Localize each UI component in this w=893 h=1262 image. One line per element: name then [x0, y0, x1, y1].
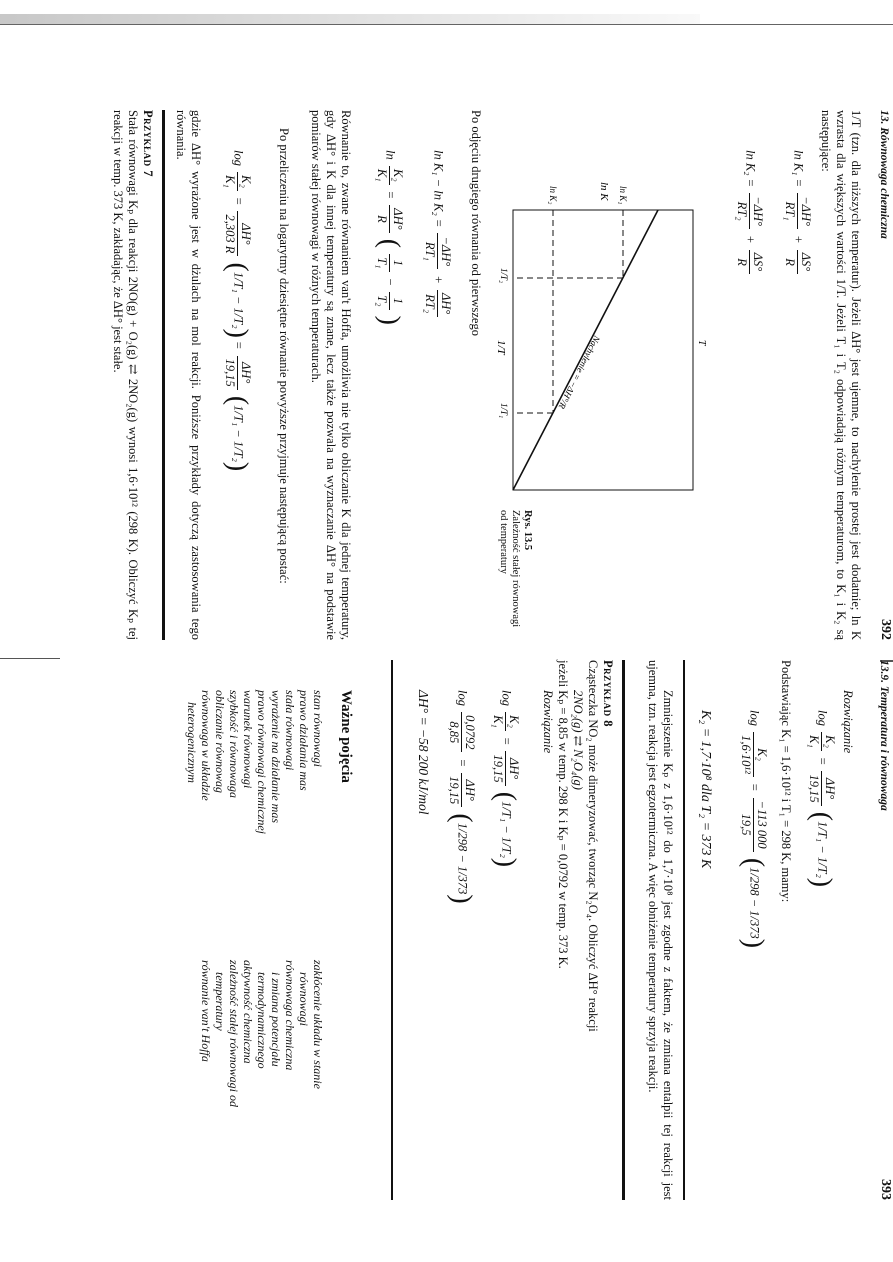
- eq-num: 1: [389, 254, 405, 271]
- page-number: 393: [878, 1179, 893, 1200]
- result-delta-h: ΔH° = −58 200 kJ/mol: [416, 690, 431, 815]
- eq-num: K₂: [389, 166, 405, 185]
- example-7-title: Przykład 7: [141, 110, 155, 178]
- y-tick-k2: ln K₁: [618, 186, 628, 205]
- term-item: równowagi: [297, 972, 311, 1027]
- eq-num: −ΔH°: [749, 193, 765, 229]
- eq-num: ΔH°: [237, 356, 253, 390]
- eq-op: =: [455, 758, 470, 768]
- eq-paren-content: 1/T₁ − 1/T₂: [231, 405, 246, 462]
- eq-den: 2,303 R: [223, 214, 237, 254]
- equation-log-k: [806, 710, 837, 1200]
- eq-lhs: log: [815, 710, 830, 726]
- eq-den: 19,5: [739, 813, 753, 836]
- term-item: zakłócenie układu w stanie: [311, 960, 325, 1089]
- term-item: równowaga chemiczna: [283, 960, 297, 1071]
- vant-hoff-paragraph: [308, 110, 353, 640]
- eq-num: 0,0792: [461, 712, 477, 752]
- example-8: [540, 660, 615, 1200]
- eq-den: 19,15: [447, 776, 461, 805]
- substitution-text: Podstawiając K₁ = 1,6·10¹² i T₁ = 298 K, mamy:: [779, 660, 793, 903]
- figure-13-5: [493, 170, 713, 630]
- eq-den: RT₂: [423, 294, 437, 314]
- eq-den: RT₁: [783, 201, 797, 221]
- eq-lhs: ln K₁ =: [791, 150, 806, 188]
- running-head: 13. Równowaga chemiczna: [878, 110, 890, 239]
- equation-vant-hoff: [374, 150, 405, 640]
- example-8-title: Przykład 8: [601, 660, 615, 728]
- comment-paragraph: [645, 660, 675, 1200]
- example-7: [110, 110, 155, 640]
- eq-op: =: [815, 756, 830, 766]
- paren-close: ): [490, 857, 521, 868]
- term-item: prawo równowagi chemicznej: [255, 690, 269, 834]
- paren-close: ): [374, 315, 405, 325]
- eq-op: =: [383, 190, 398, 200]
- paren-open: (: [806, 811, 837, 822]
- eq-op: −: [383, 277, 398, 287]
- eq-den: 19,15: [223, 358, 237, 387]
- eq-num: K₂: [821, 732, 837, 751]
- eq-num: K₂: [505, 712, 521, 731]
- example-8-reaction: 2NO₂(g) ⇄ N₂O₄(g): [571, 690, 585, 790]
- paren-close: ): [806, 877, 837, 888]
- eq-num: ΔH°: [437, 290, 453, 317]
- y-axis-label: ln K: [598, 182, 610, 201]
- eq-den: T₂: [375, 295, 389, 307]
- eq-den: 19,15: [807, 774, 821, 803]
- eq-num: ΔS°: [797, 250, 813, 275]
- term-item: obliczanie równowag: [213, 690, 227, 794]
- intro-paragraph: [818, 110, 863, 640]
- eq-den: RT₁: [423, 241, 437, 261]
- terms-title: Ważne pojęcia: [338, 690, 354, 783]
- eq-num: ΔH°: [461, 773, 477, 807]
- y-tick-k1: ln K₂: [548, 186, 558, 205]
- equation-substituted: [738, 710, 769, 1200]
- example-divider: [162, 110, 165, 640]
- eq-den: T₁: [375, 257, 389, 269]
- eq-den: K₁: [807, 735, 821, 748]
- ln-k-vs-1-over-t-plot: [493, 170, 713, 500]
- term-item: temperatury: [213, 972, 227, 1031]
- eq-paren-content: 1/T₁ − 1/T₂: [815, 821, 830, 878]
- equation-log-form: [222, 150, 253, 640]
- page-header: [853, 660, 893, 1200]
- equation-ln-k2: [734, 150, 765, 640]
- eq-den: K₁: [375, 168, 389, 182]
- equation-ln-k1: [782, 150, 813, 640]
- eq-op: =: [231, 196, 246, 206]
- intro-text: 1/T (tzn. dla niższych temperatur). Jeżeli ΔH° jest ujemne, to nachylenie prostej jest dodatnie; ln K wzrasta dla większych wartości 1/T. Jeżeli T₁ i T₂ odpowiadają różnym temperaturom, to K₁ i K₂ są następujące:: [819, 110, 863, 640]
- paren-close: ): [222, 328, 253, 338]
- paren-open: (: [222, 262, 253, 272]
- eq-op: +: [791, 235, 806, 244]
- eq-paren-content: 1/T₁ − 1/T₂: [499, 801, 514, 858]
- term-item: równowaga w układzie: [199, 690, 213, 801]
- eq-op: =: [499, 736, 514, 746]
- term-item: heterogenicznym: [185, 702, 199, 783]
- top-axis-label: T: [696, 340, 707, 346]
- eq-paren-content: 1/298 − 1/373: [747, 867, 762, 939]
- term-item: warunek równowagi: [241, 690, 255, 789]
- eq-op: =: [231, 341, 246, 350]
- paren-close: ): [446, 894, 477, 904]
- term-item: termodynamicznego: [255, 972, 269, 1069]
- term-item: aktywność chemiczna: [241, 960, 255, 1064]
- caption-title: Rys. 13.5: [522, 510, 533, 551]
- where-text: gdzie ΔH° wyrażone jest w dżulach na mol reakcji. Poniższe przykłady dotyczą zastosowania tego równania.: [174, 110, 203, 640]
- log-text: Po przeliczeniu na logarytmy dziesiętne równanie powyższe przyjmuje następującą postać:: [277, 128, 291, 584]
- eq-num: ΔH°: [237, 211, 253, 256]
- x-tick-t2: 1/T₂: [499, 268, 509, 284]
- paren-close: ): [738, 938, 769, 949]
- eq-num: ΔH°: [821, 771, 837, 805]
- term-item: stała równowagi: [283, 690, 297, 771]
- result-k2: K₂ = 1,7·10⁸ dla T₂ = 373 K: [698, 710, 713, 869]
- figure-caption: [497, 510, 533, 630]
- eq-den: K₁: [223, 175, 237, 188]
- term-item: szybkość i równowaga: [227, 690, 241, 798]
- vant-hoff-text: Równanie to, zwane równaniem van't Hoffa, umożliwia nie tylko obliczanie K dla jednej temperatury, gdy ΔH° i K dla innej temperatury są znane, lecz także pozwala na wyznaczanie ΔH° na podstawie pomiarów stałej równowagi w różnych temperaturach.: [309, 110, 353, 640]
- page-393: [0, 660, 893, 1200]
- eq-num: K₂: [237, 172, 253, 191]
- after-text: Po odjęciu drugiego równania od pierwszego: [469, 110, 483, 336]
- caption-text: Zależność stałej równowagi od temperatury: [498, 510, 521, 628]
- eq-lhs: ln: [383, 150, 398, 160]
- eq-op: +: [743, 235, 758, 244]
- eq-lhs: log: [499, 690, 514, 706]
- eq-lhs: ln K₂ =: [743, 150, 758, 188]
- x-axis-label: 1/T: [495, 340, 507, 355]
- x-tick-t1: 1/T₁: [499, 403, 509, 419]
- eq-num: 1: [389, 292, 405, 309]
- eq-lhs: log: [455, 690, 470, 706]
- equation-8-substituted: [446, 690, 477, 1200]
- eq-num: K₂: [753, 732, 769, 777]
- substitution-paragraph: [778, 660, 793, 1200]
- equation-difference: [422, 150, 453, 640]
- eq-den: 19,15: [491, 754, 505, 783]
- running-head: 13.9. Temperatura i równowaga: [878, 660, 890, 811]
- paren-open: (: [738, 857, 769, 868]
- solution-8-label: Rozwiązanie: [541, 690, 555, 754]
- eq-num: ΔS°: [749, 250, 765, 275]
- eq-num: ΔH°: [389, 205, 405, 232]
- term-item: prawo działania mas: [297, 690, 311, 791]
- equation-8-general: [490, 690, 521, 1200]
- comment-text: Zmniejszenie Kₚ z 1,6·10¹² do 1,7·10⁸ jest zgodne z faktem, że zmiana entalpii tej reakcji jest ujemna, tzn. reakcja jest egzotermiczna. A więc obniżenie temperatury sprzyja reakcji.: [646, 660, 675, 1200]
- eq-paren-content: 1/T₁ − 1/T₂: [231, 271, 246, 329]
- eq-lhs: log: [231, 150, 246, 166]
- term-item: stan równowagi: [311, 690, 325, 768]
- eq-den: 8,85: [447, 721, 461, 744]
- paren-close: ): [222, 461, 253, 472]
- eq-lhs: ln K₁ − ln K₂ =: [431, 150, 446, 228]
- eq-lhs: log: [747, 710, 762, 726]
- eq-den: R: [375, 215, 389, 223]
- solution-label: Rozwiązanie: [841, 690, 855, 754]
- example-divider: [622, 660, 625, 1200]
- page-number: 392: [878, 619, 893, 640]
- paren-open: (: [222, 395, 253, 406]
- where-paragraph: [173, 110, 203, 640]
- paren-open: (: [374, 238, 405, 249]
- eq-num: −ΔH°: [437, 233, 453, 269]
- term-item: i zmiana potencjału: [269, 972, 283, 1067]
- page-392: [0, 110, 893, 640]
- paren-open: (: [490, 791, 521, 802]
- eq-num: −ΔH°: [797, 193, 813, 229]
- eq-den: R: [735, 258, 749, 266]
- eq-den: 1,6·10¹²: [739, 735, 753, 774]
- eq-num: −113 000: [753, 798, 769, 852]
- eq-op: +: [431, 275, 446, 284]
- terms-column-1: [185, 690, 325, 834]
- term-item: równanie van't Hoffa: [199, 960, 213, 1062]
- eq-den: R: [783, 258, 797, 266]
- plot-frame: [513, 210, 693, 490]
- eq-num: ΔH°: [505, 751, 521, 785]
- terms-divider: [391, 660, 393, 1200]
- term-item: wyrażenie na działanie mas: [269, 690, 283, 823]
- terms-column-2: [199, 960, 325, 1107]
- after-paragraph: [468, 110, 483, 640]
- example-8-text: Cząsteczka NO₂ może dimeryzować, tworząc N₂O₄. Obliczyć ΔH° reakcji: [586, 660, 600, 1032]
- eq-den: RT₂: [735, 201, 749, 221]
- section-divider: [683, 660, 685, 1200]
- term-item: zależność stałej równowagi od: [227, 960, 241, 1108]
- example-8-conditions: jeżeli Kₚ = 8,85 w temp. 298 K i Kₚ = 0,0792 w temp. 373 K.: [556, 660, 570, 969]
- log-paragraph: [276, 110, 291, 640]
- eq-paren-content: 1/298 − 1/373: [455, 822, 470, 895]
- eq-op: =: [747, 782, 762, 792]
- eq-den: K₁: [491, 715, 505, 728]
- paren-open: (: [446, 813, 477, 823]
- slope-label: Nachylenie = −ΔH°/R: [556, 334, 603, 411]
- example-7-text: Stała równowagi Kₚ dla reakcji 2NO(g) + O₂(g) ⇄ 2NO₂(g) wynosi 1,6·10¹² (298 K). Obliczyć Kₚ tej reakcji w temp. 373 K, zakładając, że ΔH° jest stałe.: [111, 110, 140, 640]
